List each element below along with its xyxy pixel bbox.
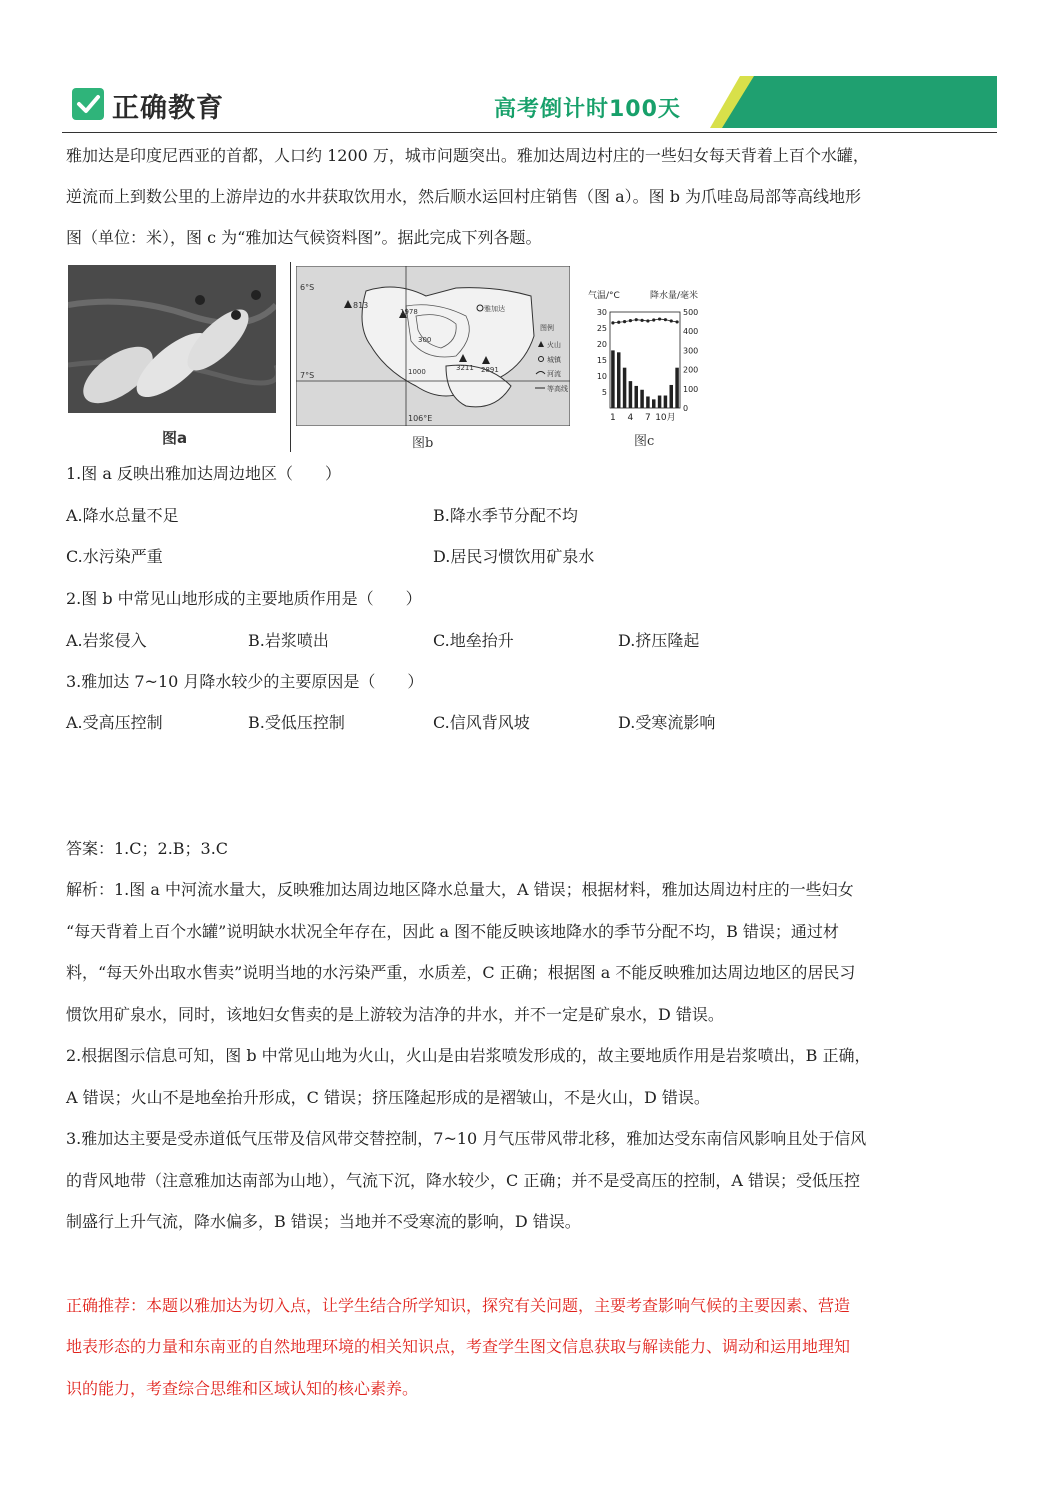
intro-line-3: 图（单位：米），图 c 为“雅加达气候资料图”。据此完成下列各题。 — [66, 228, 542, 247]
map-lat-7: 7°S — [300, 371, 315, 380]
intro-line-1: 雅加达是印度尼西亚的首都，人口约 1200 万，城市问题突出。雅加达周边村庄的一些妇女每天背着上百个水罐， — [66, 146, 869, 165]
question-1-option-c: C.水污染严重 — [66, 547, 163, 566]
analysis-line-9: 制盛行上升气流，降水偏多，B 错误；当地并不受寒流的影响，D 错误。 — [66, 1212, 581, 1231]
map-legend-river: 河流 — [547, 370, 561, 378]
check-logo-icon — [72, 88, 104, 120]
precip-bar — [640, 390, 644, 408]
recommend-line-2: 地表形态的力量和东南亚的自然地理环境的相关知识点，考查学生图文信息获取与解读能力、调动和运用地理知 — [66, 1337, 851, 1356]
precip-bar — [629, 381, 633, 408]
chart-x-tick: 10月 — [655, 413, 676, 423]
map-lon: 106°E — [408, 414, 433, 423]
question-3-stem: 3.雅加达 7~10 月降水较少的主要原因是（ ） — [66, 672, 424, 691]
answer-line: 答案：1.C；2.B；3.C — [66, 839, 229, 858]
recommend-line-3: 识的能力，考查综合思维和区域认知的核心素养。 — [66, 1379, 419, 1398]
page-header — [62, 76, 997, 134]
temperature-line — [613, 319, 677, 323]
temperature-point — [652, 318, 655, 321]
map-peak-3211: 3211 — [456, 364, 474, 372]
map-city: 雅加达 — [484, 305, 505, 313]
precip-bar — [658, 396, 662, 408]
question-1-stem: 1.图 a 反映出雅加达周边地区（ ） — [66, 464, 341, 483]
temperature-point — [629, 319, 632, 322]
map-legend-title: 图例 — [540, 324, 554, 332]
analysis-line-7: 3.雅加达主要是受赤道低气压带及信风带交替控制，7~10 月气压带风带北移，雅加达受东南信风影响且处于信风 — [66, 1129, 867, 1148]
question-3-option-a: A.受高压控制 — [66, 713, 163, 732]
temperature-point — [658, 317, 661, 320]
chart-ylabel-right: 降水量/毫米 — [650, 291, 699, 301]
figure-b-caption: 图b — [412, 436, 434, 451]
map-lat-6: 6°S — [300, 283, 315, 292]
figure-a-caption: 图a — [162, 429, 188, 447]
temperature-point — [664, 318, 667, 321]
temperature-point — [670, 319, 673, 322]
precip-bar — [670, 385, 674, 408]
temperature-point — [646, 319, 649, 322]
figure-b-map — [296, 266, 570, 426]
recommend-line-1: 正确推荐：本题以雅加达为切入点，让学生结合所学知识，探究有关问题，主要考查影响气候的主要因素、营造 — [66, 1296, 851, 1315]
question-1-option-b: B.降水季节分配不均 — [433, 506, 578, 525]
chart-x-tick: 7 — [645, 413, 651, 423]
question-1-option-a: A.降水总量不足 — [66, 506, 179, 525]
question-3-option-c: C.信风背风坡 — [433, 713, 530, 732]
header-divider — [62, 132, 997, 133]
chart-left-tick: 25 — [596, 324, 607, 333]
chart-right-tick: 300 — [683, 346, 699, 356]
chart-left-tick: 15 — [596, 356, 607, 365]
question-2-stem: 2.图 b 中常见山地形成的主要地质作用是（ ） — [66, 589, 422, 608]
chart-left-tick: 30 — [596, 308, 607, 317]
chart-right-tick: 500 — [683, 308, 699, 317]
question-1-option-d: D.居民习惯饮用矿泉水 — [433, 547, 595, 566]
temperature-point — [623, 320, 626, 323]
brand-name: 正确教育 — [112, 93, 224, 124]
map-peak-1978: 1978 — [400, 308, 418, 316]
chart-left-tick: 10 — [596, 372, 607, 381]
chart-left-tick: 5 — [601, 388, 607, 397]
chart-right-tick: 400 — [683, 327, 699, 337]
map-contour-300: 300 — [418, 336, 432, 344]
chart-left-tick: 20 — [596, 340, 607, 349]
chart-x-tick: 1 — [610, 413, 616, 423]
map-peak-2891: 2891 — [481, 366, 499, 374]
map-legend-volcano: 火山 — [547, 341, 561, 349]
map-legend-contour: 等高线 — [547, 385, 568, 393]
analysis-line-4: 惯饮用矿泉水，同时，该地妇女售卖的是上游较为洁净的井水，并不一定是矿泉水，D 错误。 — [66, 1005, 724, 1024]
precip-bar — [617, 352, 621, 408]
countdown-text: 高考倒计时100天 — [494, 97, 681, 122]
question-2-option-b: B.岩浆喷出 — [248, 631, 329, 650]
analysis-line-6: A 错误；火山不是地垒抬升形成，C 错误；挤压隆起形成的是褶皱山，不是火山，D 错误。 — [66, 1088, 710, 1107]
analysis-line-2: “每天背着上百个水罐”说明缺水状况全年存在，因此 a 图不能反映该地降水的季节分配不均，B 错误；通过材 — [66, 922, 839, 941]
figure-divider — [290, 262, 291, 452]
precip-bar — [635, 386, 639, 408]
temperature-point — [640, 319, 643, 322]
intro-line-2: 逆流而上到数公里的上游岸边的水井获取饮用水，然后顺水运回村庄销售（图 a）。图 b 为爪哇岛局部等高线地形 — [66, 187, 862, 206]
temperature-point — [635, 318, 638, 321]
daily-banner — [702, 76, 997, 128]
chart-right-tick: 0 — [683, 404, 689, 413]
figure-a-photo — [68, 265, 276, 413]
question-2-option-a: A.岩浆侵入 — [66, 631, 147, 650]
precip-bar — [652, 399, 656, 408]
map-legend-town: 城镇 — [547, 356, 561, 364]
analysis-line-8: 的背风地带（注意雅加达南部为山地），气流下沉，降水较少，C 正确；并不是受高压的控制，A 错误；受低压控 — [66, 1171, 860, 1190]
temperature-point — [617, 321, 620, 324]
temperature-point — [675, 320, 678, 323]
daily-banner-label: 每日一题 — [735, 17, 859, 48]
chart-x-tick: 4 — [627, 413, 634, 423]
figure-c-chart — [582, 286, 722, 428]
analysis-line-3: 料，“每天外出取水售卖”说明当地的水污染严重，水质差，C 正确；根据图 a 不能反映雅加达周边地区的居民习 — [66, 963, 856, 982]
question-3-option-b: B.受低压控制 — [248, 713, 345, 732]
chart-right-tick: 200 — [683, 365, 699, 375]
precip-bar — [611, 350, 615, 408]
chart-ylabel-left: 气温/°C — [588, 291, 620, 301]
precip-bar — [675, 368, 679, 408]
precip-bar — [664, 396, 668, 408]
temperature-point — [611, 321, 614, 324]
analysis-line-5: 2.根据图示信息可知，图 b 中常见山地为火山，火山是由岩浆喷发形成的，故主要地质作用是岩浆喷出，B 正确， — [66, 1046, 871, 1065]
analysis-line-1: 解析：1.图 a 中河流水量大，反映雅加达周边地区降水总量大，A 错误；根据材料，雅加达周边村庄的一些妇女 — [66, 880, 854, 899]
question-2-option-c: C.地垒抬升 — [433, 631, 514, 650]
map-contour-1000: 1000 — [408, 368, 426, 376]
precip-bar — [646, 396, 650, 408]
precip-bar — [623, 368, 627, 408]
map-peak-813: 813 — [353, 301, 369, 310]
question-3-option-d: D.受寒流影响 — [618, 713, 716, 732]
question-2-option-d: D.挤压隆起 — [618, 631, 700, 650]
chart-right-tick: 100 — [683, 384, 699, 394]
figure-c-caption: 图c — [634, 434, 655, 449]
